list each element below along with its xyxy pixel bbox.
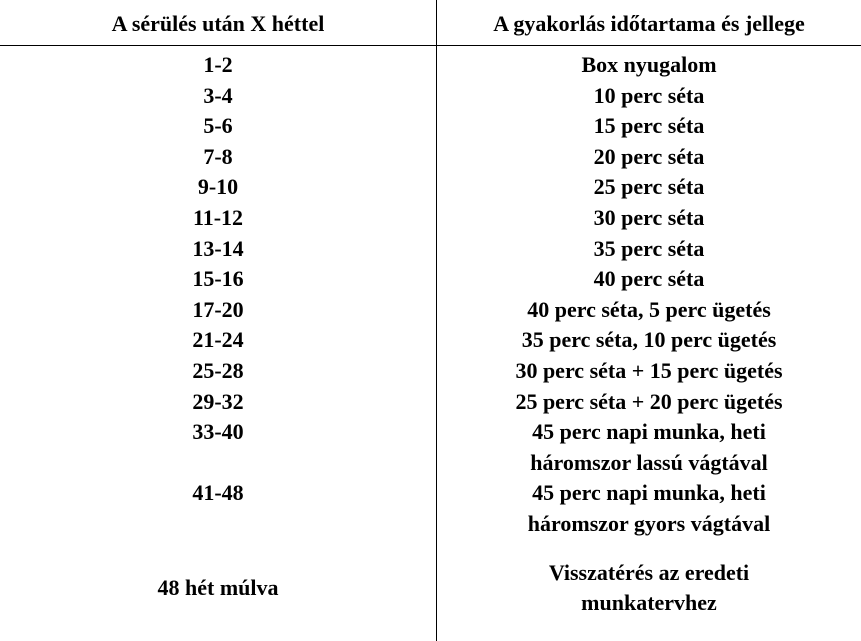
table-row-exercise bbox=[437, 203, 861, 234]
header-weeks: A sérülés után X héttel bbox=[111, 11, 325, 36]
table-row-exercise bbox=[437, 478, 861, 539]
exercise-line: 35 perc séta, 10 perc ügetés bbox=[521, 327, 777, 353]
table-row-weeks: 13-14 bbox=[192, 235, 244, 261]
table-row-exercise bbox=[437, 111, 861, 142]
exercise-line: 20 perc séta bbox=[593, 143, 705, 169]
table-row-exercise bbox=[437, 295, 861, 326]
table-row-exercise bbox=[437, 142, 861, 173]
table-row-weeks: 9-10 bbox=[197, 174, 239, 200]
exercise-line: 45 perc napi munka, heti bbox=[532, 419, 766, 445]
exercise-line: 25 perc séta bbox=[593, 174, 705, 200]
table-row-weeks: 21-24 bbox=[192, 327, 244, 353]
exercise-line: 10 perc séta bbox=[593, 82, 705, 108]
exercise-line: Box nyugalom bbox=[581, 52, 717, 77]
table-row-weeks: 41-48 bbox=[192, 480, 244, 506]
exercise-line: 40 perc séta bbox=[593, 266, 705, 292]
table-row-exercise bbox=[437, 172, 861, 203]
table-row-weeks: 5-6 bbox=[203, 113, 233, 139]
table-row-weeks: 17-20 bbox=[192, 296, 244, 322]
table-row-weeks: 3-4 bbox=[203, 82, 233, 108]
header-exercise: A gyakorlás időtartama és jellege bbox=[493, 11, 805, 36]
table-row-exercise bbox=[437, 417, 861, 478]
table-row-weeks: 7-8 bbox=[203, 143, 233, 169]
exercise-line: háromszor gyors vágtával bbox=[527, 510, 771, 536]
table-row-exercise bbox=[437, 81, 861, 112]
exercise-line: 25 perc séta + 20 perc ügetés bbox=[515, 388, 783, 414]
exercise-line: 30 perc séta + 15 perc ügetés bbox=[515, 358, 783, 383]
table-row-exercise bbox=[437, 325, 861, 356]
table-row-weeks: 25-28 bbox=[192, 358, 244, 383]
table-row-weeks: 33-40 bbox=[192, 419, 244, 445]
table-row-weeks: 48 hét múlva bbox=[157, 574, 279, 600]
table-row-exercise bbox=[437, 264, 861, 295]
exercise-line: háromszor lassú vágtával bbox=[530, 449, 768, 475]
table-row-weeks: 15-16 bbox=[192, 266, 244, 292]
exercise-line: 35 perc séta bbox=[593, 235, 705, 261]
table-row-exercise bbox=[437, 234, 861, 265]
exercise-line: 40 perc séta, 5 perc ügetés bbox=[527, 296, 771, 322]
exercise-line: 15 perc séta bbox=[593, 113, 705, 139]
table-row-exercise bbox=[437, 50, 861, 81]
header-divider bbox=[0, 45, 861, 46]
exercise-line: munkatervhez bbox=[581, 590, 717, 616]
table-row-exercise bbox=[437, 356, 861, 387]
table-row-exercise bbox=[437, 387, 861, 418]
table-row-weeks: 29-32 bbox=[192, 388, 244, 414]
exercise-line: Visszatérés az eredeti bbox=[548, 559, 750, 585]
table-row-weeks: 11-12 bbox=[192, 205, 244, 230]
table-row-exercise bbox=[437, 558, 861, 619]
exercise-line: 30 perc séta bbox=[593, 205, 705, 230]
table-row-weeks: 1-2 bbox=[203, 52, 233, 77]
exercise-line: 45 perc napi munka, heti bbox=[532, 480, 766, 506]
